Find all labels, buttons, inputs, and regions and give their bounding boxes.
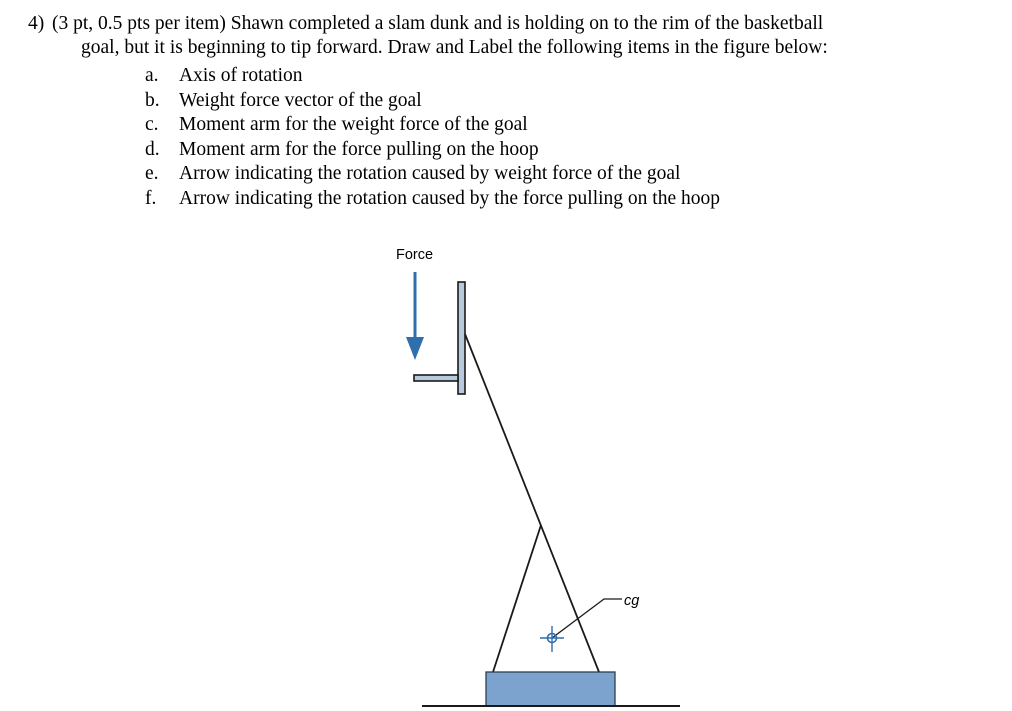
item-letter: c.	[145, 114, 159, 135]
base-block	[486, 672, 615, 706]
item-letter: d.	[145, 139, 160, 160]
item-text: Moment arm for the weight force of the goal	[179, 114, 528, 135]
cg-leader-line	[552, 599, 622, 638]
backboard	[458, 282, 465, 394]
question-text-line-2: goal, but it is beginning to tip forward. Draw and Label the following items in the figure below:	[81, 37, 828, 58]
center-of-gravity-marker	[540, 626, 564, 652]
support-pole	[465, 334, 599, 672]
cg-label: cg	[624, 593, 640, 609]
hoop-rim	[414, 375, 458, 381]
item-text: Arrow indicating the rotation caused by the force pulling on the hoop	[179, 188, 720, 209]
question-number: 4)	[28, 13, 45, 34]
question-text-line-1: (3 pt, 0.5 pts per item) Shawn completed a slam dunk and is holding on to the rim of the basketball	[52, 13, 824, 34]
item-text: Axis of rotation	[179, 65, 303, 86]
rear-strut	[493, 525, 541, 672]
item-letter: a.	[145, 65, 159, 86]
item-letter: f.	[145, 188, 157, 209]
item-letter: e.	[145, 163, 159, 184]
force-label: Force	[396, 247, 434, 263]
item-text: Weight force vector of the goal	[179, 90, 422, 111]
item-text: Moment arm for the force pulling on the hoop	[179, 139, 539, 160]
item-text: Arrow indicating the rotation caused by weight force of the goal	[179, 163, 681, 184]
force-arrow-head	[406, 337, 424, 360]
force-arrow	[406, 272, 424, 360]
item-letter: b.	[145, 90, 160, 111]
